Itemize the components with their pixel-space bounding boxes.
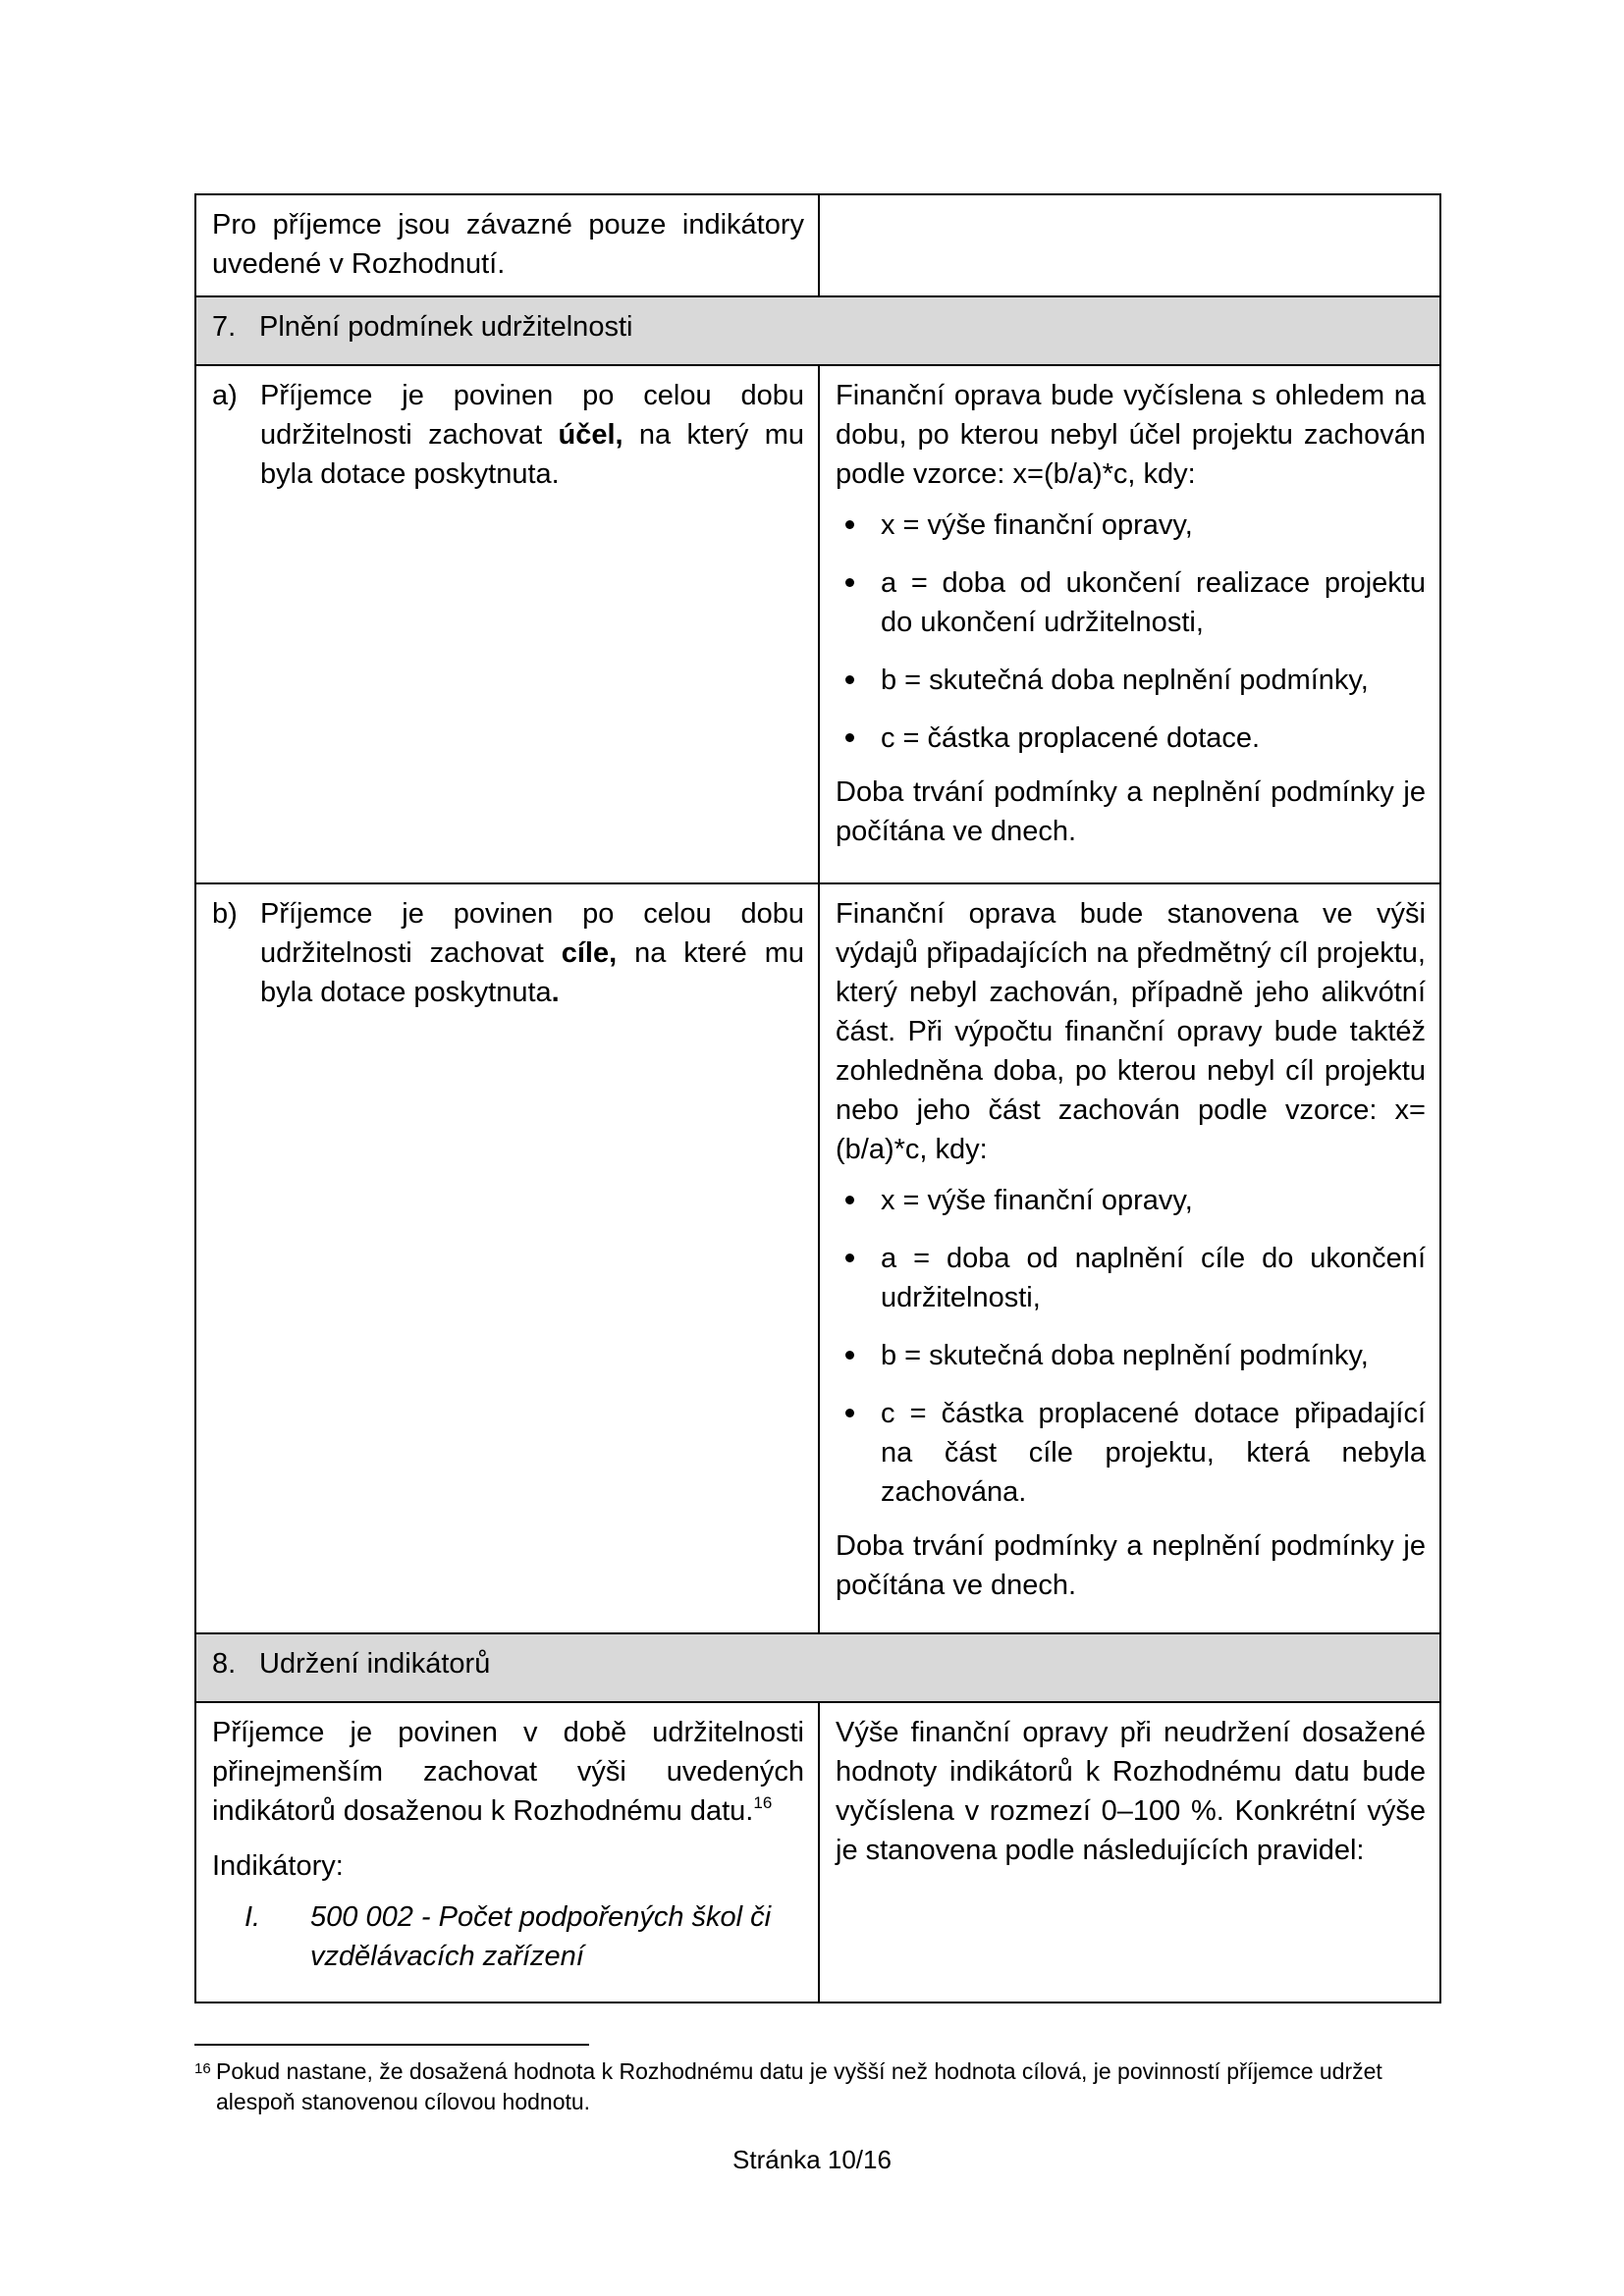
footnote-separator <box>194 2044 589 2046</box>
text-part: Příjemce je povinen po celou dobu udržitelnosti zachovat <box>260 380 804 451</box>
list-item: x = výše finanční opravy, <box>836 506 1426 545</box>
bullet-list <box>836 1181 1426 1512</box>
text-bold: . <box>551 977 560 1008</box>
condition-item <box>212 376 804 494</box>
list-item: b = skutečná doba neplnění podmínky, <box>836 661 1426 700</box>
item-label: a) <box>212 380 238 411</box>
table-cell-left <box>195 365 819 883</box>
text-bold: účel, <box>558 419 623 451</box>
text-part: Příjemce je povinen v době udržitelnosti přinejmenším zachovat výši uvedených indikátorů dosaženou k Rozhodnému datu. <box>212 1717 804 1827</box>
table-row <box>195 365 1440 883</box>
table-row <box>195 1702 1440 2002</box>
indicators-label: Indikátory: <box>212 1850 344 1882</box>
list-item: b = skutečná doba neplnění podmínky, <box>836 1336 1426 1375</box>
indicator-number: I. <box>244 1901 261 1933</box>
item-text <box>260 376 804 494</box>
cell-text: Finanční oprava bude stanovena ve výši výdajů připadajících na předmětný cíl projektu, který nebyl zachován, případně jeho alikvótní část. Při výpočtu finanční opravy bude taktéž zohledněna doba, po kterou nebyl cíl projektu nebo jeho část zachován podle vzorce: x=(b/a)*c, kdy: <box>836 898 1426 1165</box>
item-label: b) <box>212 898 238 930</box>
section-header-row <box>195 296 1440 365</box>
footnote-reference[interactable]: 16 <box>753 1793 773 1812</box>
list-item: x = výše finanční opravy, <box>836 1181 1426 1220</box>
list-item: a = doba od naplnění cíle do ukončení udržitelnosti, <box>836 1239 1426 1317</box>
table-cell-left <box>195 883 819 1633</box>
table-cell-right <box>819 1702 1440 2002</box>
table-row <box>195 194 1440 296</box>
section-number: 8. <box>212 1648 237 1680</box>
bullet-list <box>836 506 1426 758</box>
conditions-table <box>194 193 1441 2003</box>
item-text <box>260 894 804 1012</box>
table-cell-right <box>819 883 1440 1633</box>
cell-text: Doba trvání podmínky a neplnění podmínky je počítána ve dnech. <box>836 776 1426 847</box>
list-item: c = částka proplacené dotace připadající na část cíle projektu, která nebyla zachována. <box>836 1394 1426 1512</box>
table-cell-right <box>819 365 1440 883</box>
footnote: 16 Pokud nastane, že dosažená hodnota k Rozhodnému datu je vyšší než hodnota cílová, je povinností příjemce udržet alespoň stanovenou cílovou hodnotu. <box>194 2056 1439 2117</box>
table-row <box>195 883 1440 1633</box>
cell-text <box>212 1713 804 1831</box>
table-cell-right <box>819 194 1440 296</box>
text-part: Příjemce je povinen po celou dobu udržitelnosti zachovat <box>260 898 804 969</box>
page-number: Stránka 10/16 <box>732 2145 892 2174</box>
text-part: na které mu byla dotace poskytnuta <box>260 937 804 1008</box>
indicator-text: 500 002 - Počet podpořených škol či vzdělávacích zařízení <box>310 1901 772 1972</box>
section-number: 7. <box>212 311 237 343</box>
table-cell-left <box>195 1702 819 2002</box>
cell-text: Pro příjemce jsou závazné pouze indikátory uvedené v Rozhodnutí. <box>212 209 804 280</box>
cell-text: Doba trvání podmínky a neplnění podmínky je počítána ve dnech. <box>836 1530 1426 1601</box>
text-part: na který mu byla dotace poskytnuta. <box>260 419 804 490</box>
section-header-row <box>195 1633 1440 1702</box>
cell-text: Finanční oprava bude vyčíslena s ohledem na dobu, po kterou nebyl účel projektu zachován podle vzorce: x=(b/a)*c, kdy: <box>836 380 1426 490</box>
condition-item <box>212 894 804 1012</box>
section-header <box>195 296 1440 365</box>
text-bold: cíle, <box>561 937 618 969</box>
list-item: c = částka proplacené dotace. <box>836 719 1426 758</box>
table-cell-left <box>195 194 819 296</box>
cell-text: Výše finanční opravy při neudržení dosažené hodnoty indikátorů k Rozhodnému datu bude vyčíslena v rozmezí 0–100 %. Konkrétní výše je stanovena podle následujících pravidel: <box>836 1717 1426 1866</box>
list-item: a = doba od ukončení realizace projektu do ukončení udržitelnosti, <box>836 563 1426 642</box>
footnote-text: Pokud nastane, že dosažená hodnota k Rozhodnému datu je vyšší než hodnota cílová, je povinností příjemce udržet alespoň stanovenou cílovou hodnotu. <box>216 2058 1382 2114</box>
indicator-item <box>212 1897 804 1976</box>
section-title: Plnění podmínek udržitelnosti <box>259 311 633 343</box>
section-header <box>195 1633 1440 1702</box>
section-title: Udržení indikátorů <box>259 1648 491 1680</box>
